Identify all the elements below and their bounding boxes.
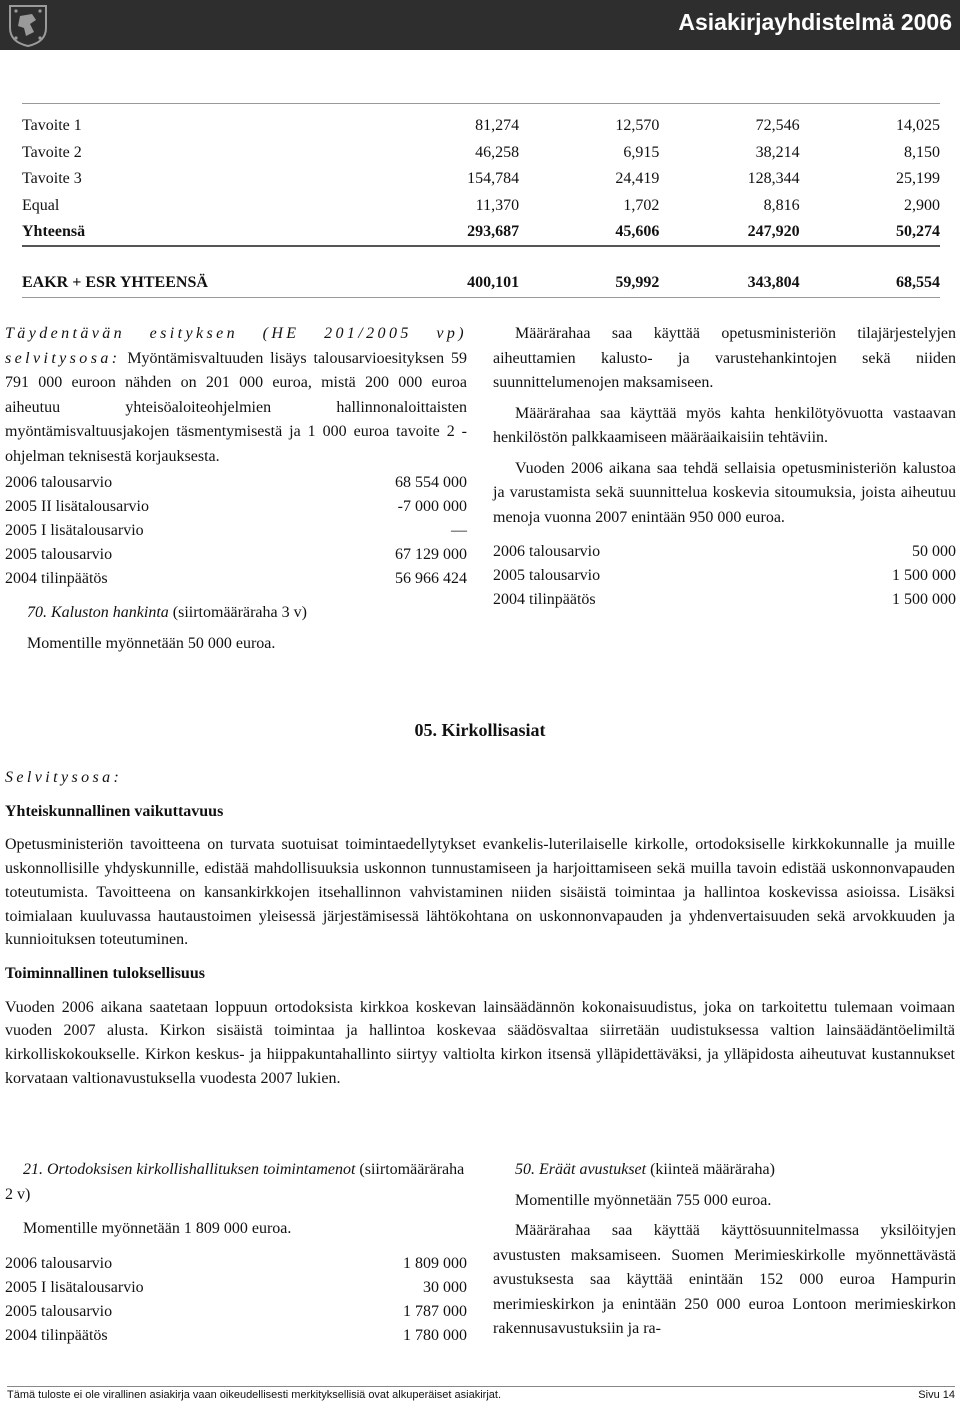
cell: 38,214 [755,143,800,161]
budget-list [5,471,467,591]
row-label: EAKR + ESR YHTEENSÄ [22,274,208,292]
page-footer [7,1386,955,1401]
budget-value: -7 000 000 [397,498,467,515]
cell: 343,804 [747,274,800,292]
budget-value: 68 554 000 [395,474,467,491]
table-row-total [22,270,940,297]
row-label: Equal [22,196,60,214]
budget-label: 2004 tilinpäätös [5,1326,108,1344]
row-label: Tavoite 2 [22,143,82,161]
page-number: Sivu 14 [918,1389,955,1401]
cell: 400,101 [467,274,520,292]
page-header [0,0,960,50]
budget-value: 1 500 000 [892,567,956,584]
cell: 72,546 [755,117,800,135]
item-50-paragraph: Määrärahaa saa käyttää käyttösuunnitelmassa yksilöityjen avustusten maksamiseen. Suomen Merimieskirkolle myönnettävästä avustuksesta saa käyttää enintään 152 000 euroa Hampurin merimieskirkon ja enintään 250 000 euroa Lontoon merimieskirkon rakennusavustuksiin ja ra- [493,1222,956,1337]
intro-label: Täydentävän esityksen (HE 201/2005 vp) selvitysosa: [5,325,467,367]
left-column [5,322,467,656]
cell: 6,915 [623,143,660,161]
cell: 11,370 [475,196,520,214]
budget-list [5,1252,467,1348]
item-50-note: (kiinteä määräraha) [650,1161,775,1178]
cell: 25,199 [896,170,940,188]
cell: 46,258 [475,143,520,161]
budget-row [5,1252,467,1276]
intro-text: Myöntämisvaltuuden lisäys talousarvioesityksen 59 791 000 euroon nähden on 201 000 euroa, mistä 200 000 euroa aiheutuu yhteisöaloiteohjelmien hallinnonaloittaisten myöntämisvaltuusjakojen täsmentymisestä ja 1 000 euroa tavoite 2 -ohjelman teknisestä korjauksesta. [5,349,467,465]
table-top-rule [22,103,940,104]
budget-value: 1 500 000 [892,591,956,608]
cell: 12,570 [615,117,660,135]
row-label: Tavoite 3 [22,170,82,188]
table-row [22,166,940,193]
budget-label: 2004 tilinpäätös [493,591,596,608]
row-label: Tavoite 1 [22,117,82,135]
coat-of-arms-icon [6,2,50,48]
budget-row [5,1324,467,1348]
section-body [5,766,955,1090]
cell: 68,554 [896,274,940,292]
heading-tuloksellisuus: Toiminnallinen tuloksellisuus [5,964,205,982]
budget-row [493,564,956,588]
item-70-title: 70. Kaluston hankinta [27,604,169,621]
item-21 [5,1158,467,1348]
budget-value: 67 129 000 [395,546,467,563]
item-21-note: (siirtomääräraha 2 v) [5,1161,465,1203]
budget-label: 2005 talousarvio [493,567,601,584]
cell: 59,992 [615,274,660,292]
budget-row [5,1276,467,1300]
budget-row [5,567,467,591]
cell: 8,816 [763,196,800,214]
budget-value: 56 966 424 [395,570,467,587]
item-50 [493,1158,956,1342]
budget-label: 2005 talousarvio [5,546,113,563]
budget-label: 2005 talousarvio [5,1302,113,1320]
cell: 293,687 [467,223,520,241]
document-title: Asiakirjayhdistelmä 2006 [678,9,952,35]
item-21-text: Momentille myönnetään 1 809 000 euroa. [23,1220,292,1237]
paragraph-tuloksellisuus: Vuoden 2006 aikana saatetaan loppuun ortodoksista kirkkoa koskevan lainsäädännön kokonaisuudistus, joka on tarkoitettu tulemaan voimaan vuoden 2007 alusta. Kirkon sisäistä toimintaa ja hallintoa koskevaa säädösvaltaa siirretään uudistuksessa valtion lainsäädäntöelimiltä kirkolliskokoukselle. Kirkon keskus- ja hiippakuntahallinto siirtyy valtiolta kirkon itsensä ylläpidettäväksi, ja ylläpidosta aiheutuvat kustannukset korvataan valtionavustuksella vuodesta 2007 lukien. [5,998,955,1087]
budget-value: 1 780 000 [403,1326,467,1344]
footer-disclaimer: Tämä tuloste ei ole virallinen asiakirja vaan oikeudellisesti merkityksellisiä ovat alkuperäiset asiakirjat. [7,1389,501,1401]
section-title: 05. Kirkollisasiat [414,720,546,740]
budget-row [493,588,956,612]
budget-value: 1 787 000 [403,1302,467,1320]
budget-value: 50 000 [912,543,956,560]
budget-row [5,471,467,495]
budget-label: 2006 talousarvio [5,1254,113,1272]
budget-value: 30 000 [423,1278,467,1296]
right-paragraph-2: Määrärahaa saa käyttää myös kahta henkilötyövuotta vastaavan henkilöstön palkkaamiseen määräaikaisiin tehtäviin. [493,404,956,446]
budget-label: 2006 talousarvio [5,474,113,491]
right-paragraph-3: Vuoden 2006 aikana saa tehdä sellaisia opetusministeriön kalustoa ja varustamista sekä suunnittelua koskevia sitoumuksia, joista aiheutuu menoja vuonna 2007 enintään 950 000 euroa. [493,459,956,526]
right-paragraph-1: Määrärahaa saa käyttää opetusministeriön tilajärjestelyjen aiheuttamien kalusto- ja varustehankintojen sekä niiden suunnittelumenojen maksamiseen. [493,325,956,391]
cell: 2,900 [904,196,940,214]
paragraph-vaikuttavuus: Opetusministeriön tavoitteena on turvata suotuisat toimintaedellytykset evankelis-luterilaiselle kirkolle, ortodoksiselle kirkkokunnalle ja muille uskonnollisille yhdyskunnille, edistää mahdollisuuksia uskonnon tunnustamiseen ja harjoittamiseen sekä muilla tavoin edistää uskonnonvapauden toteutumista. Tavoitteena on kansankirkkojen itsehallinnon vahvistaminen niiden sisäistä toimintaa ja hallintoa koskevissa asioissa. Lisäksi toimialaan kuuluvassa hautaustoimen yleisessä järjestämisessä lähtökohtana on uskonnonvapauden ja yhdenvertaisuuden sekä arvokkuuden ja kunnioituksen toteutuminen. [5,836,955,949]
row-label: Yhteensä [22,223,86,241]
cell: 50,274 [896,223,940,241]
item-70-text: Momentille myönnetään 50 000 euroa. [27,634,276,652]
budget-row [493,540,956,564]
selvitysosa-label: Selvitysosa: [5,769,123,786]
budget-row [5,495,467,519]
cell: 81,274 [475,117,520,135]
heading-vaikuttavuus: Yhteiskunnallinen vaikuttavuus [5,802,224,820]
budget-row [5,1300,467,1324]
table-subtotal-rule [22,245,940,247]
budget-label: 2005 I lisätalousarvio [5,522,144,539]
cell: 8,150 [904,143,940,161]
item-50-text: Momentille myönnetään 755 000 euroa. [515,1191,772,1209]
budget-label: 2004 tilinpäätös [5,570,108,587]
cell: 14,025 [896,117,940,135]
cell: 154,784 [467,170,520,188]
budget-label: 2005 II lisätalousarvio [5,498,149,515]
item-70-note: (siirtomääräraha 3 v) [172,604,307,621]
cell: 128,344 [747,170,800,188]
cell: 45,606 [615,223,660,241]
item-50-title: 50. Eräät avustukset [515,1161,647,1178]
table-row [22,193,940,220]
cell: 247,920 [747,223,800,241]
cell: 24,419 [615,170,660,188]
item-21-title: 21. Ortodoksisen kirkollishallituksen toimintamenot [23,1161,356,1178]
table-row [22,113,940,140]
item-50-heading [493,1158,956,1183]
table-row [22,140,940,167]
budget-list [493,540,956,612]
cell: 1,702 [623,196,660,214]
budget-value: 1 809 000 [403,1254,467,1272]
budget-row [5,519,467,543]
budget-row [5,543,467,567]
right-column [493,322,956,612]
funding-total-table [22,270,940,297]
table-row [22,219,940,246]
item-21-heading [5,1158,467,1207]
funding-table [22,113,940,246]
selvitysosa-paragraph [5,322,467,469]
budget-label: 2006 talousarvio [493,543,601,560]
item-70-heading [5,601,467,626]
budget-label: 2005 I lisätalousarvio [5,1278,144,1296]
table-bottom-rule [22,297,940,298]
budget-value: — [451,522,467,539]
